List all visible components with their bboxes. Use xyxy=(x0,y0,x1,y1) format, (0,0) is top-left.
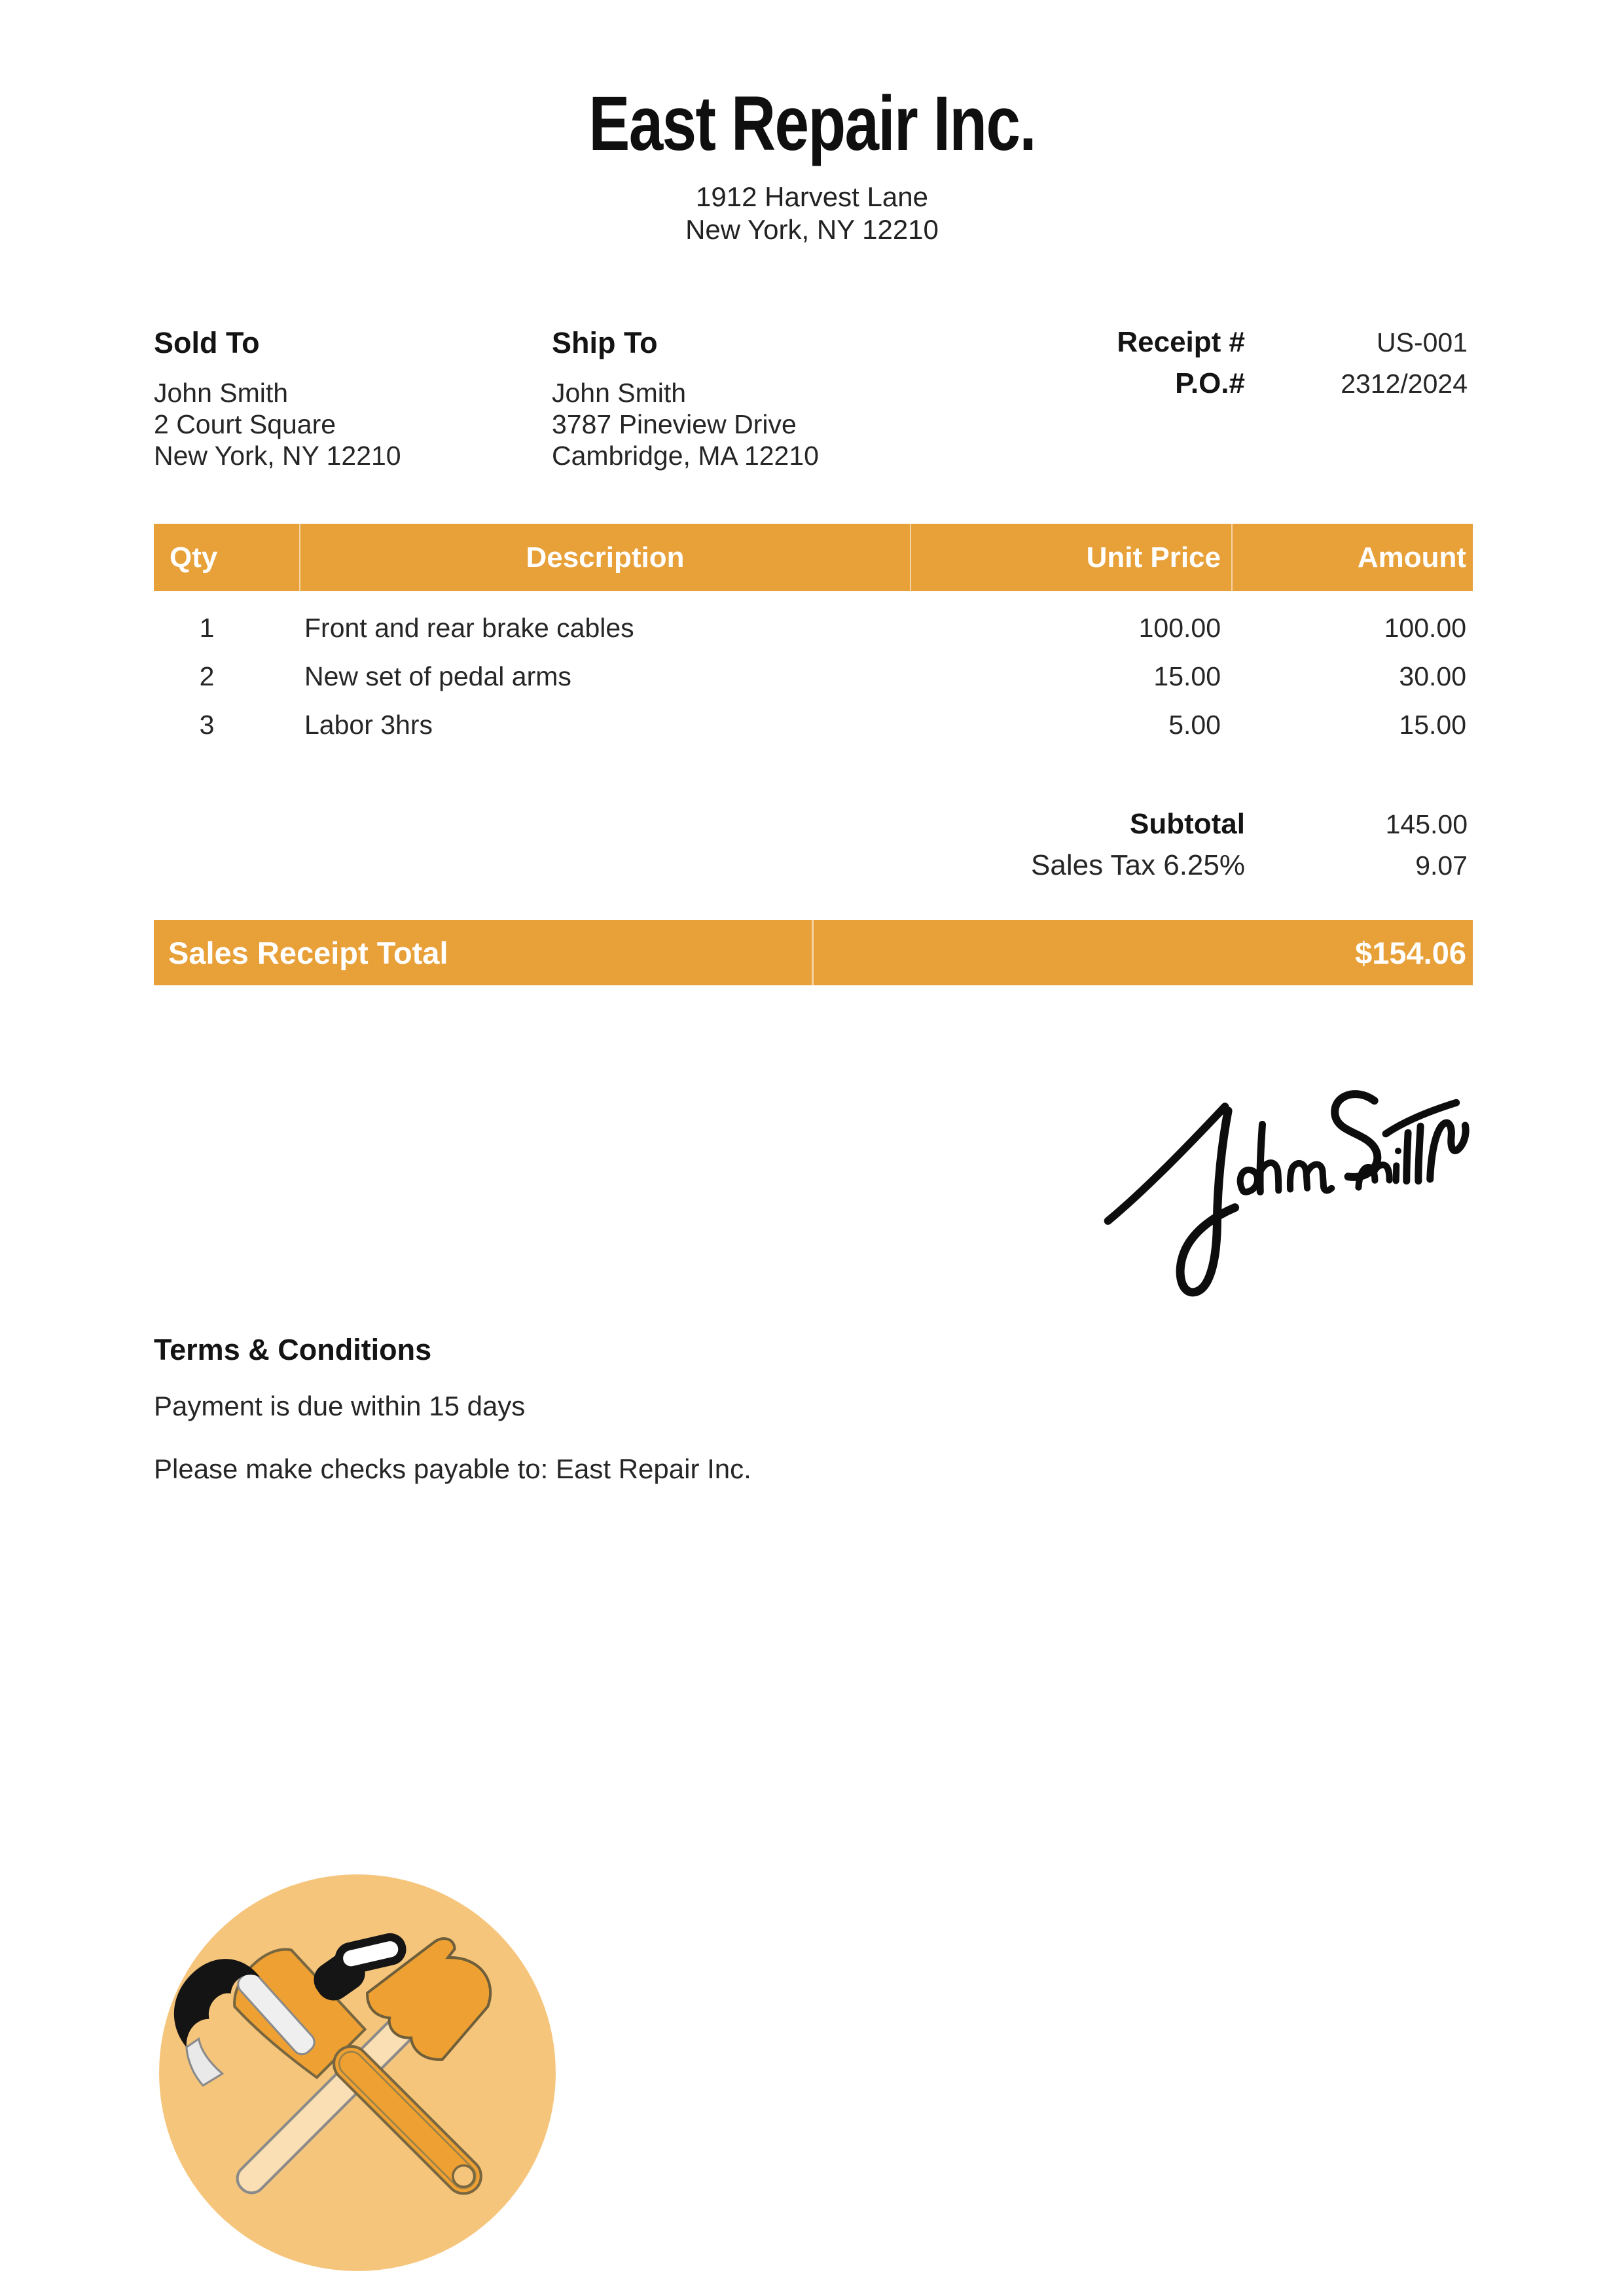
row-unit-price: 15.00 xyxy=(1153,661,1221,691)
header-qty: Qty xyxy=(170,541,218,574)
subtotal-value: 145.00 xyxy=(1385,809,1468,839)
header-description: Description xyxy=(299,524,910,591)
row-qty: 3 xyxy=(199,709,215,740)
ship-to-address xyxy=(552,377,958,471)
sales-receipt-total-bar xyxy=(154,920,1473,985)
header-unit-price: Unit Price xyxy=(910,524,1231,591)
row-description: Front and rear brake cables xyxy=(304,612,634,643)
row-unit-price: 5.00 xyxy=(1168,709,1221,740)
row-unit-price: 100.00 xyxy=(1138,612,1221,643)
row-description: Labor 3hrs xyxy=(304,709,433,740)
company-address-line1: 1912 Harvest Lane xyxy=(696,181,928,212)
receipt-number-row xyxy=(996,326,1468,367)
ship-to-name: John Smith xyxy=(552,378,687,408)
company-logo xyxy=(157,1872,558,2273)
po-number-value: 2312/2024 xyxy=(1341,369,1468,399)
receipt-number-label: Receipt # xyxy=(1117,326,1245,358)
terms-line: Payment is due within 15 days xyxy=(154,1391,526,1421)
total-bar-value: $154.06 xyxy=(1355,935,1466,970)
company-name-text: East Repair Inc. xyxy=(588,81,1036,167)
receipt-meta-block xyxy=(996,326,1468,409)
table-row xyxy=(154,701,1473,749)
table-row xyxy=(154,652,1473,701)
row-amount: 30.00 xyxy=(1399,661,1466,691)
receipt-number-value: US-001 xyxy=(1376,327,1468,357)
po-number-row xyxy=(996,367,1468,409)
john-smith-signature-icon xyxy=(1097,1065,1477,1304)
company-address xyxy=(0,181,1624,246)
terms-line: Please make checks payable to: East Repair Inc. xyxy=(154,1453,751,1484)
row-qty: 2 xyxy=(199,661,215,691)
sold-to-city: New York, NY 12210 xyxy=(154,441,401,471)
ship-to-city: Cambridge, MA 12210 xyxy=(552,441,819,471)
po-number-label: P.O.# xyxy=(1175,367,1245,399)
company-name xyxy=(0,81,1624,167)
subtotal-label: Subtotal xyxy=(1130,808,1245,840)
items-table-header xyxy=(154,524,1473,591)
row-amount: 15.00 xyxy=(1399,709,1466,740)
wrench-and-plunger-icon xyxy=(157,1872,558,2273)
row-qty: 1 xyxy=(199,612,215,643)
row-description: New set of pedal arms xyxy=(304,661,571,691)
sales-tax-row xyxy=(970,849,1468,890)
items-table-body xyxy=(154,604,1473,749)
ship-to-label: Ship To xyxy=(552,326,658,359)
company-address-line2: New York, NY 12210 xyxy=(685,214,939,245)
sold-to-label: Sold To xyxy=(154,326,260,359)
sold-to-address xyxy=(154,377,520,471)
row-amount: 100.00 xyxy=(1384,612,1466,643)
total-bar-label: Sales Receipt Total xyxy=(168,935,448,970)
header-amount: Amount xyxy=(1231,524,1473,591)
sales-tax-value: 9.07 xyxy=(1415,850,1468,881)
sold-to-block xyxy=(154,326,520,471)
ship-to-block xyxy=(552,326,958,471)
sold-to-street: 2 Court Square xyxy=(154,409,336,439)
ship-to-street: 3787 Pineview Drive xyxy=(552,409,797,439)
total-bar-divider xyxy=(812,920,814,985)
table-row xyxy=(154,604,1473,652)
subtotal-row xyxy=(970,808,1468,849)
totals-block xyxy=(970,808,1468,890)
sold-to-name: John Smith xyxy=(154,378,289,408)
terms-heading: Terms & Conditions xyxy=(154,1333,432,1366)
sales-tax-label: Sales Tax 6.25% xyxy=(1031,849,1245,881)
signature-image xyxy=(1097,1065,1477,1304)
